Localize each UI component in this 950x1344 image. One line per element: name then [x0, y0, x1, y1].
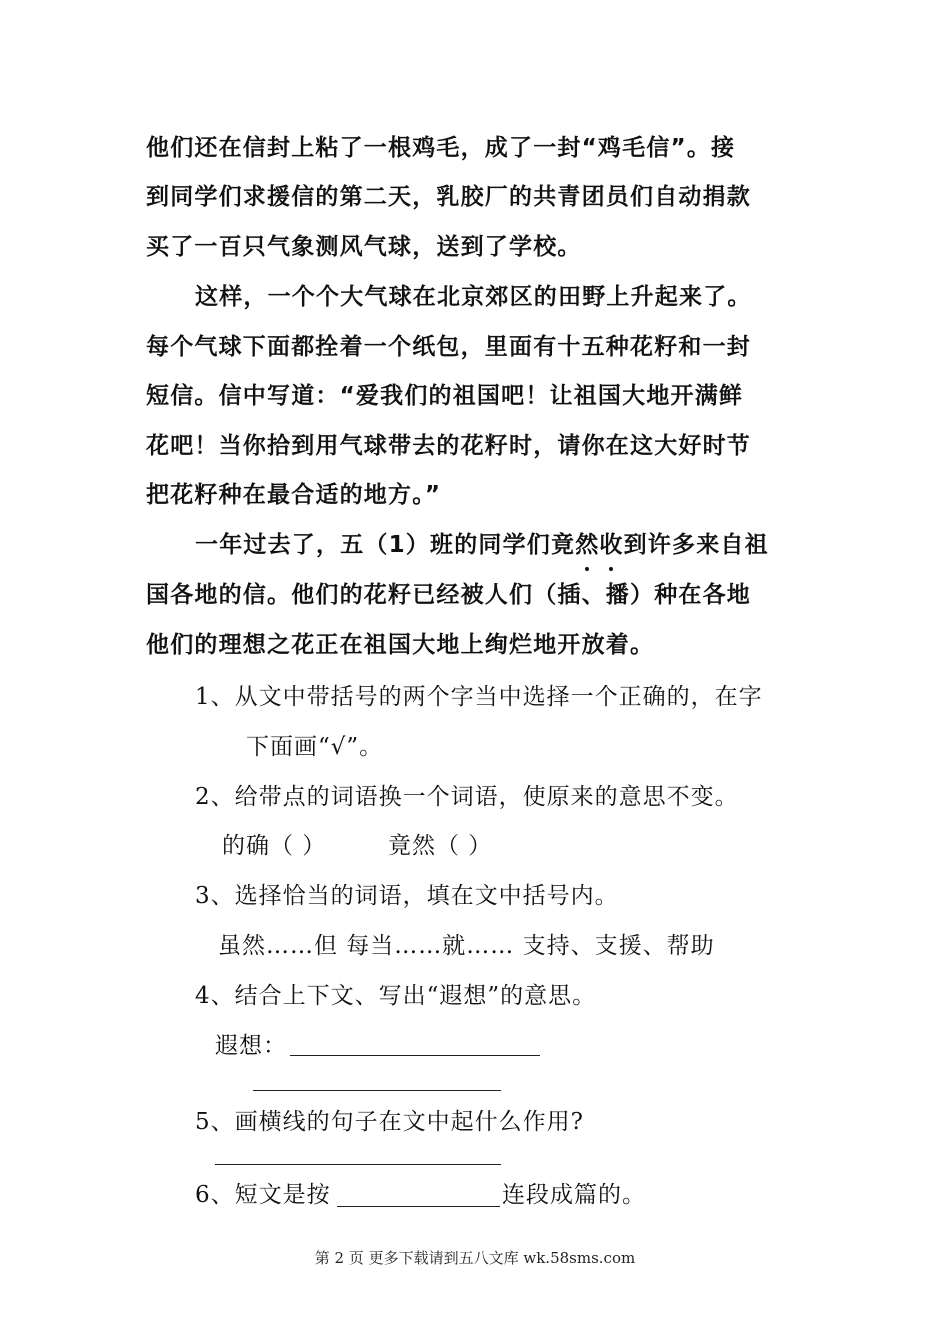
question-2: 2、给带点的词语换一个词语，使原来的意思不变。 — [195, 784, 739, 810]
question-6-prefix: 6、短文是按 — [195, 1182, 331, 1208]
passage-line-1: 他们还在信封上粘了一根鸡毛，成了一封“鸡毛信”。接 — [146, 135, 736, 161]
question-4-label: 遐想： — [215, 1033, 287, 1059]
question-3-options: 虽然……但 每当……就…… 支持、支援、帮助 — [218, 933, 715, 959]
passage-line-7: 花吧！当你拾到用气球带去的花籽时，请你在这大好时节 — [146, 433, 751, 459]
answer-blank-4a[interactable] — [290, 1055, 540, 1056]
question-4: 4、结合上下文、写出“遐想”的意思。 — [195, 983, 597, 1009]
passage-line-4: 这样，一个个大气球在北京郊区的田野上升起来了。 — [195, 284, 752, 310]
question-2-item-b: 竟然（ ） — [388, 833, 493, 859]
question-2-item-a: 的确（ ） — [222, 833, 327, 859]
passage-line-10: 国各地的信。他们的花籽已经被人们（插、播）种在各地 — [146, 582, 751, 608]
passage-line-3: 买了一百只气象测风气球，送到了学校。 — [146, 234, 582, 260]
passage-line-6: 短信。信中写道：“爱我们的祖国吧！让祖国大地开满鲜 — [146, 383, 744, 409]
question-6-suffix: 连段成篇的。 — [502, 1182, 646, 1208]
answer-blank-6[interactable] — [337, 1206, 500, 1207]
passage-line-8: 把花籽种在最合适的地方。” — [146, 482, 442, 508]
passage-line-9: 一年过去了，五（1）班的同学们竟然收到许多来自祖 — [195, 532, 769, 558]
question-3: 3、选择恰当的词语，填在文中括号内。 — [195, 883, 619, 909]
passage-line-5: 每个气球下面都拴着一个纸包，里面有十五种花籽和一封 — [146, 334, 751, 360]
question-5: 5、画横线的句子在文中起什么作用? — [195, 1109, 584, 1135]
question-1-continued: 下面画“√”。 — [246, 734, 384, 760]
answer-blank-5[interactable] — [215, 1164, 501, 1165]
passage-line-11: 他们的理想之花正在祖国大地上绚烂地开放着。 — [146, 632, 655, 658]
question-1: 1、从文中带括号的两个字当中选择一个正确的，在字 — [195, 684, 763, 710]
emphasis-dot — [609, 567, 613, 571]
emphasis-dot — [585, 567, 589, 571]
page-footer: 第 2 页 更多下载请到五八文库 wk.58sms.com — [314, 1249, 636, 1267]
passage-line-2: 到同学们求援信的第二天，乳胶厂的共青团员们自动捐款 — [146, 184, 751, 210]
answer-blank-4b[interactable] — [253, 1090, 501, 1091]
